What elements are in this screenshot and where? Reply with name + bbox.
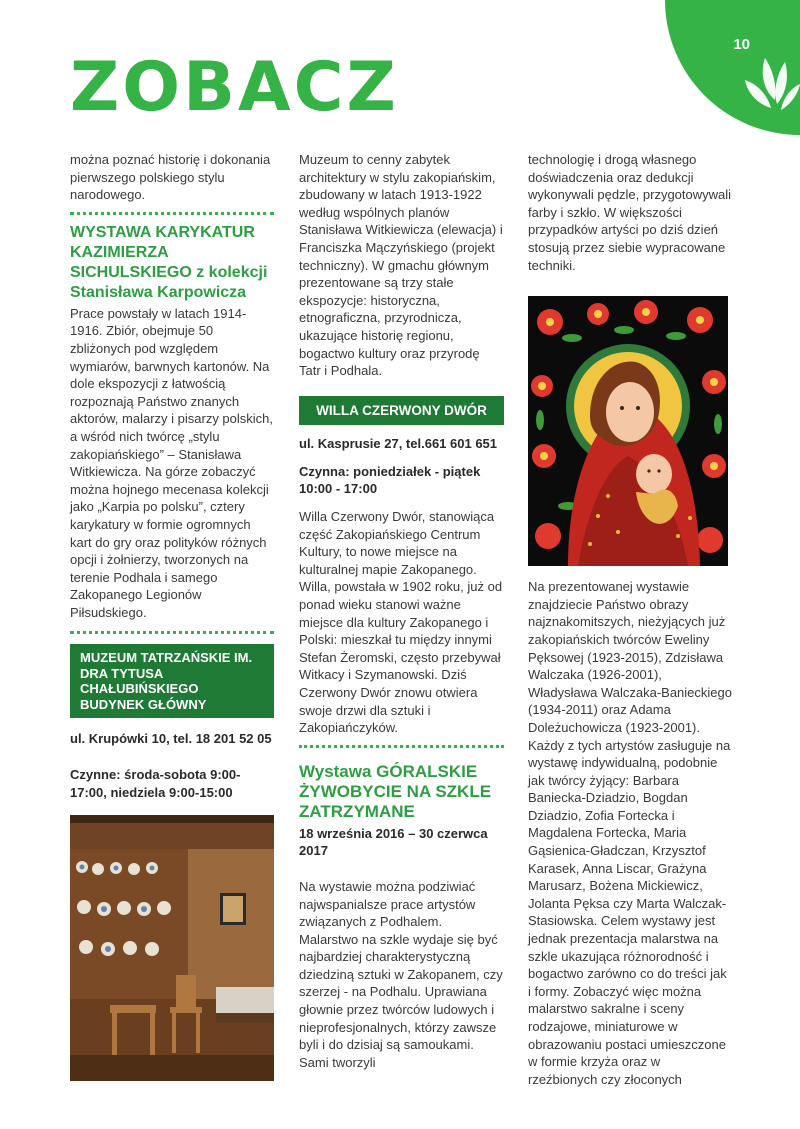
villa-text: Willa Czerwony Dwór, stanowiąca część Zakopiańskiego Centrum Kultury, to nowe miejsce na kulturalnej mapie Zakopanego. Willa, powstała w 1902 roku, już od ponad wieku stanowi ważne miejsce dla kultury Zakopanego i Polski: mieszkał tu między innymi Stefan Żeromski, często przebywał Witkacy i Szymanowski. Dziś Czerwony Dwór znowu otwiera swoje drzwi dla sztuki i Zakopiańczyków. bbox=[299, 509, 503, 736]
dotted-divider bbox=[299, 745, 504, 748]
villa-box: WILLA CZERWONY DWÓR bbox=[299, 396, 504, 426]
museum-hours: Czynne: środa-sobota 9:00-17:00, niedziela 9:00-15:00 bbox=[70, 767, 241, 800]
column-2 bbox=[299, 151, 504, 1071]
exhibition2-dates: 18 września 2016 – 30 czerwca 2017 bbox=[299, 825, 488, 859]
column-1 bbox=[70, 151, 274, 1081]
villa-hours: Czynna: poniedziałek - piątek 10:00 - 17:00 bbox=[299, 463, 481, 497]
painting-on-glass-madonna bbox=[528, 296, 728, 566]
column-3 bbox=[528, 151, 732, 1088]
dotted-divider bbox=[70, 212, 274, 215]
page-number: 10 bbox=[733, 36, 750, 53]
exhibition2-text: Na wystawie można podziwiać najwspanialsze prace artystów związanych z Podhalem. Malarstwo na szkle wydaje się być najbardziej charakterystyczną dziedziną sztuki w Zakopanem, czy szerzej - na Podhalu. Uprawiana głownie przez twórców ludowych i nieprofesjonalnych, którzy zawsze byli i do dzisiaj są samoukami. Sami tworzyli bbox=[299, 878, 503, 1070]
museum-box: MUZEUM TATRZAŃSKIE IM. DRA TYTUSA CHAŁUBIŃSKIEGO BUDYNEK GŁÓWNY bbox=[70, 644, 274, 718]
villa-address: ul. Kasprusie 27, tel.661 601 651 bbox=[299, 436, 498, 452]
museum-address: ul. Krupówki 10, tel. 18 201 52 05 bbox=[70, 731, 272, 747]
dotted-divider bbox=[70, 631, 274, 634]
exhibition1-title: WYSTAWA KARYKATUR KAZIMIERZA SICHULSKIEGO z kolekcji Stanisława Karpowicza bbox=[70, 223, 268, 301]
corner-badge bbox=[665, 0, 800, 135]
photo-wooden-interior bbox=[70, 815, 274, 1081]
page-title: ZOBACZ bbox=[70, 48, 399, 127]
col1-intro: można poznać historię i dokonania pierwszego polskiego stylu narodowego. bbox=[70, 152, 271, 203]
col3-text: Na prezentowanej wystawie znajdziecie Państwo obrazy najznakomitszych, nieżyjących już zakopiańskich twórców Eweliny Pęksowej (1923-2015), Zdzisława Walczaka (1926-2001), Władysława Walczaka-Banieckiego (1934-2011) oraz Adama Doleżuchowicza (1923-2001). Każdy z tych artystów zasługuje na wystawę indywidualną, podobnie jak twórcy żyjący: Barbara Baniecka-Dziadzio, Bogdan Dziadzio, Zofia Fortecka i Magdalena Fortecka, Maria Gąsienica-Gładczan, Krzysztof Karasek, Anna Liscar, Grażyna Marusarz, Bożena Mickiewicz, Jolanta Pęksa czy Marta Walczak-Stasiowska. Celem wystawy jest jednak prezentacja malarstwa na szkle ukazująca różnorodność i bogactwo zarówno co do treści jak i formy. Zobaczyć więc można malarstwo sakralne i sceny rodzajowe, miniaturowe w obrazowaniu postaci umieszczone w formie krzyża oraz w rzeźbionych czy złoconych bbox=[528, 579, 732, 1087]
col2-intro: Muzeum to cenny zabytek architektury w stylu zakopiańskim, zbudowany w latach 1913-1922 według wspólnych planów Stanisława Witkiewicza (elewacja) i Franciszka Mączyńskiego (projekt techniczny). W gmachu głównym prezentowane są trzy stałe ekspozycje: historyczna, etnograficzna, przyrodnicza, ukazujące historię regionu, bogactwo kultury oraz przyrodę Tatr i Podhala. bbox=[299, 152, 503, 379]
exhibition2-title: Wystawa GÓRALSKIE ŻYWOBYCIE NA SZKLE ZATRZYMANE bbox=[299, 761, 492, 821]
exhibition1-text: Prace powstały w latach 1914-1916. Zbiór, obejmuje 50 zbliżonych pod względem wymiarów, barwnych kartonów. Na dole ekspozycji z łatwością rozpoznają Państwo znanych aktorów, malarzy i pisarzy polskich, a wśród nich twórcę „stylu zakopiańskiego” – Stanisława Witkiewicza. Na górze zobaczyć można hojnego mecenasa kolekcji jako „Karpia po polsku”, cztery karykatury w formie ogromnych kart do gry oraz polityków różnych opcji i żołnierzy, tworzonych na terenie Podhala i samego Zakopanego Legionów Piłsudskiego. bbox=[70, 305, 274, 620]
col3-intro: technologię i drogą własnego doświadczenia oraz dedukcji wykonywali pędzle, przygotowywali farby i szkło. W większości przypadków artyści po dziś dzień stosują przez siebie wypracowane techniki. bbox=[528, 152, 732, 273]
